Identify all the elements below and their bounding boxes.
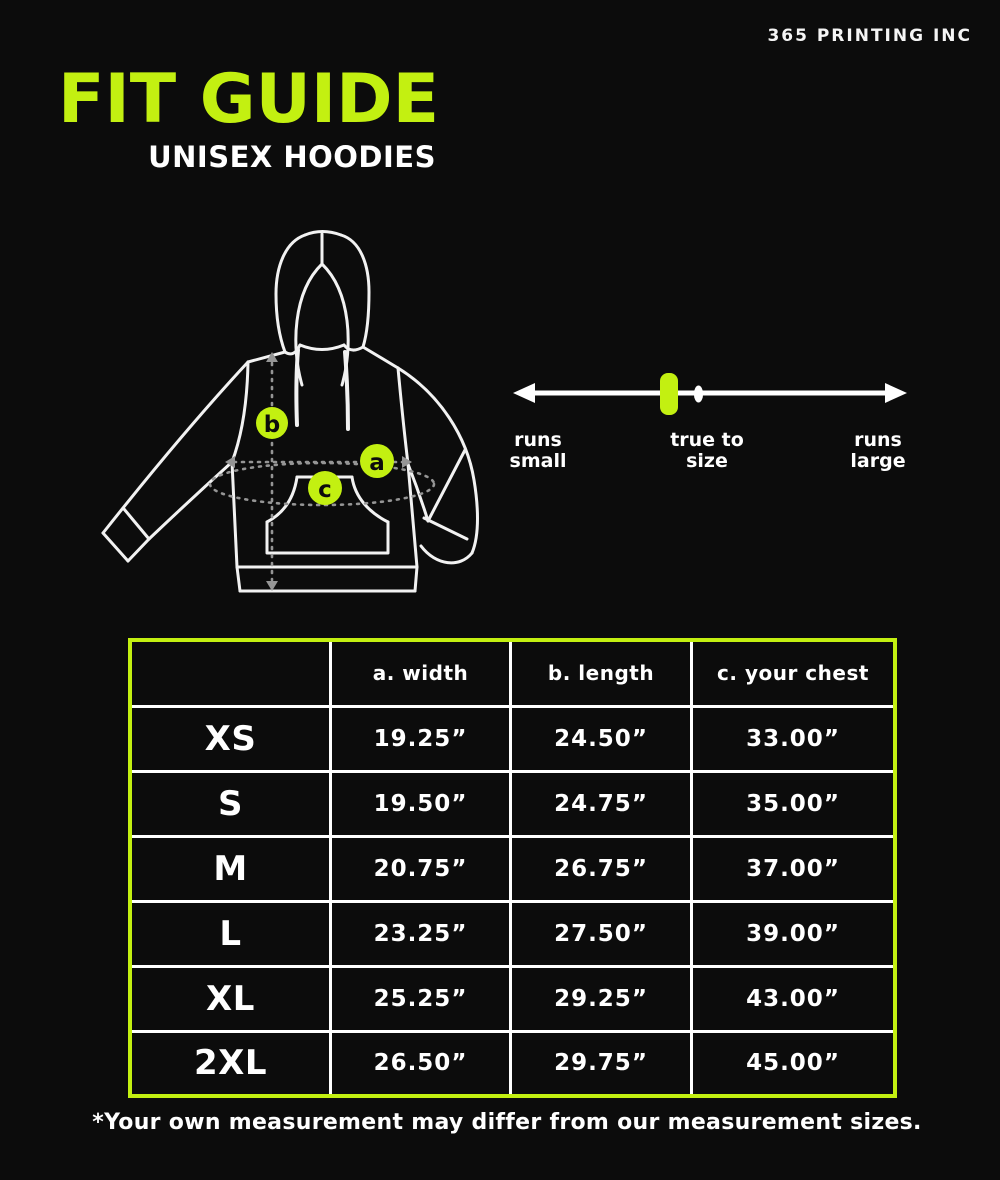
size-label: S [130,771,331,836]
length-value: 29.75” [511,1031,692,1096]
length-value: 24.50” [511,706,692,771]
scale-arrow-right-icon [885,383,907,403]
chest-value: 43.00” [692,966,896,1031]
scale-label-runs-small: runs small [509,429,567,472]
scale-center-dot [694,386,703,403]
hoodie-diagram [95,222,495,602]
chest-value: 37.00” [692,836,896,901]
marker-c [308,471,342,505]
chest-value: 35.00” [692,771,896,836]
footnote: *Your own measurement may differ from our measurement sizes. [92,1110,922,1135]
width-value: 20.75” [331,836,511,901]
width-value: 19.50” [331,771,511,836]
table-row-2xl [130,1031,895,1096]
width-value: 19.25” [331,706,511,771]
table-row-xl [130,966,895,1031]
scale-label-true-to-size: true to size [670,429,744,472]
marker-a [360,444,394,478]
hoodie-outline [103,232,478,592]
size-label: 2XL [130,1031,331,1096]
width-value: 25.25” [331,966,511,1031]
chest-value: 39.00” [692,901,896,966]
page-subtitle: UNISEX HOODIES [148,140,436,174]
chest-value: 33.00” [692,706,896,771]
fit-scale [505,362,915,418]
table-row-xs [130,706,895,771]
size-label: XS [130,706,331,771]
scale-axis [513,383,907,403]
scale-label-runs-large: runs large [850,429,906,472]
table-row-s [130,771,895,836]
marker-b [256,407,288,439]
header-width: a. width [331,640,511,706]
table-header-row [130,640,895,706]
page-title: FIT GUIDE [58,60,440,139]
width-value: 26.50” [331,1031,511,1096]
size-label: L [130,901,331,966]
svg-text:b: b [263,412,281,438]
length-value: 26.75” [511,836,692,901]
width-value: 23.25” [331,901,511,966]
scale-arrow-left-icon [513,383,535,403]
size-table [128,638,897,1098]
brand-name: 365 PRINTING INC [767,26,972,46]
svg-text:c: c [318,477,332,503]
size-label: XL [130,966,331,1031]
chest-value: 45.00” [692,1031,896,1096]
length-value: 27.50” [511,901,692,966]
markers [256,407,394,505]
svg-text:a: a [369,450,385,476]
header-chest: c. your chest [692,640,896,706]
table-row-l [130,901,895,966]
scale-marker-pill [660,373,678,415]
size-label: M [130,836,331,901]
header-length: b. length [511,640,692,706]
header-size [130,640,331,706]
length-value: 24.75” [511,771,692,836]
table-row-m [130,836,895,901]
length-value: 29.25” [511,966,692,1031]
